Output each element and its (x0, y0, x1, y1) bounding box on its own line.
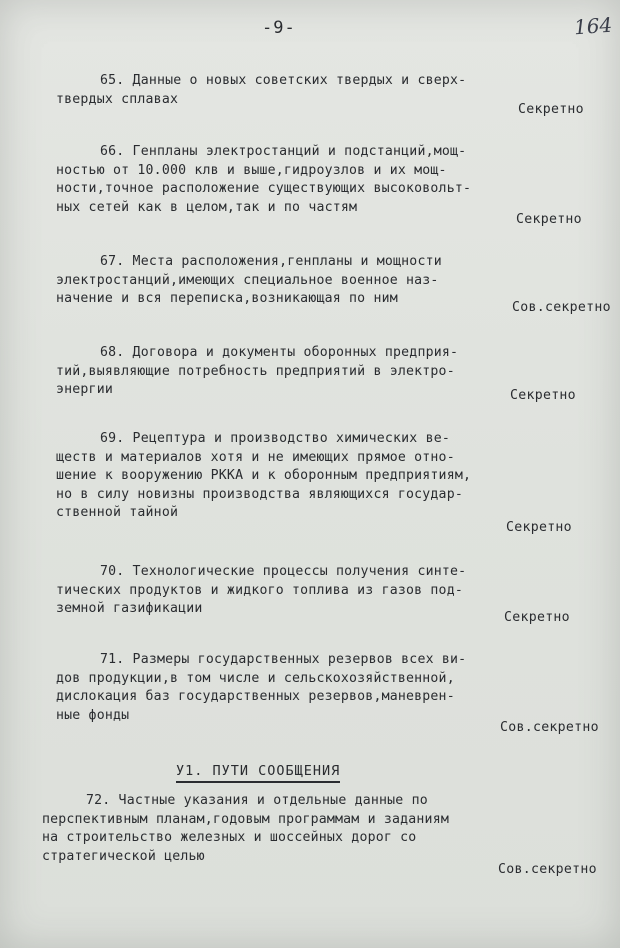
list-item-68 (56, 344, 506, 400)
item-text-line: 67. Места расположения,генпланы и мощности (100, 254, 442, 269)
item-text-line: ществ и материалов хотя и не имеющих прямое отно- (56, 449, 455, 465)
item-text-line: энергии (56, 382, 113, 397)
item-text-line: 71. Размеры государственных резервов всех ви- (100, 652, 467, 667)
item-text-line: 68. Договора и документы оборонных предприя- (100, 345, 459, 360)
item-text-line: ности,точное расположение существующих высоковольт- (56, 181, 472, 196)
item-text-line: электростанций,имеющих специальное военное наз- (56, 272, 439, 288)
item-text-line: ные фонды (56, 707, 130, 723)
list-item-66 (56, 143, 506, 217)
item-text-line: тий,выявляющие потребность предприятий в электро- (56, 363, 455, 379)
item-text-line: 72. Частные указания и отдельные данные по (86, 793, 428, 808)
classification-label: Сов.секретно (498, 862, 597, 877)
classification-label: Сов.секретно (512, 300, 611, 315)
list-item-71 (56, 651, 506, 725)
archive-sheet-number: 164 (573, 12, 613, 40)
item-text-line: стратегической целью (42, 848, 205, 864)
list-item-65 (56, 72, 506, 109)
classification-label: Секретно (516, 212, 582, 227)
item-text-line: земной газификации (56, 601, 203, 616)
list-item-69 (56, 430, 506, 523)
item-text-line: но в силу новизны производства являющихся государ- (56, 486, 463, 502)
item-text-line: тических продуктов и жидкого топлива из газов под- (56, 582, 463, 598)
section-heading: У1. ПУТИ СООБЩЕНИЯ (176, 763, 340, 783)
classification-label: Секретно (510, 388, 576, 403)
list-item-70 (56, 563, 506, 619)
item-text-line: на строительство железных и шоссейных дорог со (42, 830, 417, 845)
item-text-line: 65. Данные о новых советских твердых и сверх- (100, 73, 467, 88)
item-text-line: дов продукции,в том числе и сельскохозяйственной, (56, 670, 455, 686)
classification-label: Секретно (506, 520, 572, 535)
item-text-line: начение и вся переписка,возникающая по ним (56, 291, 398, 306)
classification-label: Секретно (518, 102, 584, 117)
item-text-line: ных сетей как в целом,так и по частям (56, 199, 358, 215)
list-item-72 (42, 792, 502, 866)
item-text-line: шение к вооружению РККА и к оборонным предприятиям, (56, 468, 472, 483)
classification-label: Сов.секретно (500, 720, 599, 735)
item-text-line: 69. Рецептура и производство химических ве- (100, 431, 451, 446)
classification-label: Секретно (504, 610, 570, 625)
item-text-line: твердых сплавах (56, 91, 179, 107)
list-item-67 (56, 253, 506, 309)
page-number: -9- (262, 18, 296, 38)
item-text-line: ностью от 10.000 клв и выше,гидроузлов и их мощ- (56, 162, 447, 178)
item-text-line: дислокация баз государственных резервов,маневрен- (56, 689, 455, 704)
item-text-line: ственной тайной (56, 505, 179, 520)
item-text-line: 70. Технологические процессы получения синте- (100, 564, 467, 579)
item-text-line: 66. Генпланы электростанций и подстанций,мощ- (100, 144, 467, 159)
item-text-line: перспективным планам,годовым программам и заданиям (42, 811, 449, 827)
